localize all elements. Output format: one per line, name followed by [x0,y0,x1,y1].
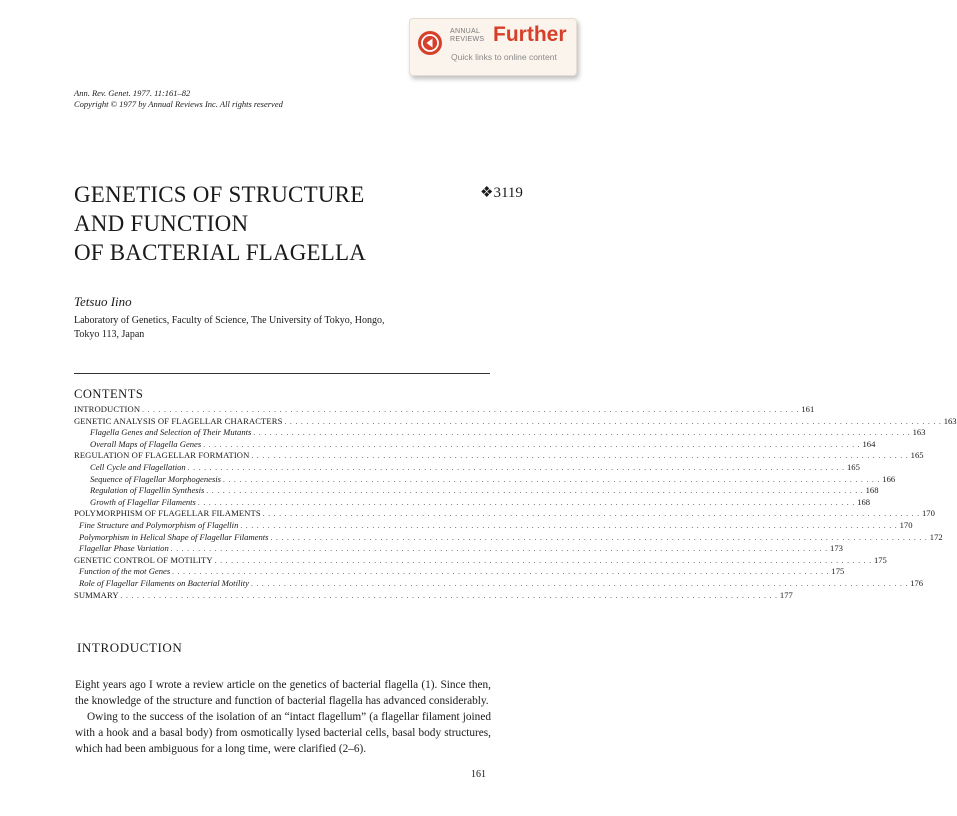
contents-heading: CONTENTS [74,387,144,401]
toc-entry-page: 164 [862,438,876,449]
toc-leader-dots: . . . . . . . . . . . . . . . . . . . . . . . . . . . . . . . . . . . . . . . . . . . . . . . . . . . . . . . . . . . . . . . . . . . . . . . . . . . . . . . . . . . . . . . . . . . . . . . . . . . . . . . . . . . . . . . . . . . . . . . . [253,429,911,438]
toc-leader-dots: . . . . . . . . . . . . . . . . . . . . . . . . . . . . . . . . . . . . . . . . . . . . . . . . . . . . . . . . . . . . . . . . . . . . . . . . . . . . . . . . . . . . . . . . . . . . . . . . . . . . . . . . . . . . . . . . . . . . . . . . [197,498,856,507]
toc-entry-page: 170 [921,508,935,519]
toc-entry-page: 177 [779,589,793,600]
toc-leader-dots: . . . . . . . . . . . . . . . . . . . . . . . . . . . . . . . . . . . . . . . . . . . . . . . . . . . . . . . . . . . . . . . . . . . . . . . . . . . . . . . . . . . . . . . . . . . . . . . . . . . . . . . . . . . . . . . . . . . . . . . . [187,463,845,472]
toc-entry-label: Overall Maps of Flagella Genes [90,438,202,449]
toc-entry[interactable] [74,473,896,486]
toc-leader-dots: . . . . . . . . . . . . . . . . . . . . . . . . . . . . . . . . . . . . . . . . . . . . . . . . . . . . . . . . . . . . . . . . . . . . . . . . . . . . . . . . . . . . . . . . . . . . . . . . . . . . . . . . . . . . . . . . . . . . . . . . [250,579,909,588]
toc-entry-page: 163 [943,415,957,426]
toc-entry-page: 175 [873,554,887,565]
paragraph: Owing to the success of the isolation of an “intact flagellum” (a flagellar filament joined with a hook and a basal body) from osmotically lysed bacterial cells, basal body structures, which had been ambiguous for a long time, were clarified (2–6). [75,711,491,755]
paragraph: Eight years ago I wrote a review article on the genetics of bacterial flagella (1). Since then, the knowledge of the structure and function of bacterial flagella has advanced considerably. [75,679,491,707]
toc-entry-page: 168 [857,496,871,507]
toc-entry-label: REGULATION OF FLAGELLAR FORMATION [74,450,250,461]
toc-entry-page: 166 [882,473,896,484]
toc-entry-label: Fine Structure and Polymorphism of Flagellin [79,519,239,530]
toc-leader-dots: . . . . . . . . . . . . . . . . . . . . . . . . . . . . . . . . . . . . . . . . . . . . . . . . . . . . . . . . . . . . . . . . . . . . . . . . . . . . . . . . . . . . . . . . . . . . . . . . . . . . . . . . . . . . . . . . . . . . . . . . [251,452,909,461]
toc-entry[interactable] [74,404,815,416]
toc-entry-label: Polymorphism in Helical Shape of Flagellar Filaments [79,531,269,542]
toc-leader-dots: . . . . . . . . . . . . . . . . . . . . . . . . . . . . . . . . . . . . . . . . . . . . . . . . . . . . . . . . . . . . . . . . . . . . . . . . . . . . . . . . . . . . . . . . . . . . . . . . . . . . . . . . . . . . . . . . . . . . . . . . [270,533,928,542]
toc-leader-dots: . . . . . . . . . . . . . . . . . . . . . . . . . . . . . . . . . . . . . . . . . . . . . . . . . . . . . . . . . . . . . . . . . . . . . . . . . . . . . . . . . . . . . . . . . . . . . . . . . . . . . . . . . . . . . . . . . . . . . . . . [284,417,942,426]
back-arrow-icon [418,31,442,55]
citation-journal: Ann. Rev. Genet. 1977. 11:161–82 [74,88,191,98]
further-badge[interactable] [409,18,577,76]
toc-entry-page: 173 [830,543,843,554]
toc-entry-page: 172 [929,531,943,542]
toc-entry-label: GENETIC CONTROL OF MOTILITY [74,554,213,565]
author-name: Tetsuo Iino [74,294,132,309]
annual-reviews-brand: ANNUAL REVIEWS [450,28,485,43]
toc-entry[interactable] [74,415,957,428]
citation-copyright: Copyright © 1977 by Annual Reviews Inc. All rights reserved [74,99,283,109]
toc-entry-page: 165 [846,461,860,472]
toc-entry-label: INTRODUCTION [74,404,141,414]
toc-entry-page: 161 [801,404,815,414]
toc-entry[interactable] [74,496,871,509]
toc-entry-label: Cell Cycle and Flagellation [90,461,186,472]
toc-entry-label: Sequence of Flagellar Morphogenesis [90,473,222,484]
toc-entry[interactable] [74,427,926,439]
toc-entry-label: POLYMORPHISM OF FLAGELLAR FILAMENTS [74,508,261,519]
toc-entry-page: 170 [899,519,913,530]
toc-entry[interactable] [74,508,935,520]
toc-leader-dots: . . . . . . . . . . . . . . . . . . . . . . . . . . . . . . . . . . . . . . . . . . . . . . . . . . . . . . . . . . . . . . . . . . . . . . . . . . . . . . . . . . . . . . . . . . . . . . . . . . . . . . . . . . . . . . . . . . . . . . . . [262,510,920,519]
toc-entry[interactable] [74,589,793,602]
further-tagline: Quick links to online content [451,52,557,62]
toc-entry-page: 168 [865,485,879,496]
toc-leader-dots: . . . . . . . . . . . . . . . . . . . . . . . . . . . . . . . . . . . . . . . . . . . . . . . . . . . . . . . . . . . . . . . . . . . . . . . . . . . . . . . . . . . . . . . . . . . . . . . . . . . . . . . . . . . . . . . . . . . . . . . . [240,521,898,530]
toc-entry-page: 175 [831,566,845,577]
document-number: ❖3119 [480,185,523,201]
toc-entry-page: 165 [910,450,924,461]
toc-leader-dots: . . . . . . . . . . . . . . . . . . . . . . . . . . . . . . . . . . . . . . . . . . . . . . . . . . . . . . . . . . . . . . . . . . . . . . . . . . . . . . . . . . . . . . . . . . . . . . . . . . . . . . . . . . . . . . . . . . . . . . . . [203,440,861,449]
toc-entry-label: GENETIC ANALYSIS OF FLAGELLAR CHARACTERS [74,415,283,426]
toc-entry[interactable] [74,566,845,578]
author-affiliation: Laboratory of Genetics, Faculty of Science, The University of Tokyo, Hongo, Tokyo 113, Japan [74,315,385,340]
article-title: GENETICS OF STRUCTURE AND FUNCTION OF BACTERIAL FLAGELLA [74,182,367,265]
toc-leader-dots: . . . . . . . . . . . . . . . . . . . . . . . . . . . . . . . . . . . . . . . . . . . . . . . . . . . . . . . . . . . . . . . . . . . . . . . . . . . . . . . . . . . . . . . . . . . . . . . . . . . . . . . . . . . . . . . . . . . . . . . . [142,406,800,414]
toc-entry-label: Regulation of Flagellin Synthesis [90,485,205,496]
introduction-heading: INTRODUCTION [77,640,183,655]
toc-entry-page: 176 [910,577,924,588]
toc-entry-label: Role of Flagellar Filaments on Bacterial Motility [79,577,249,588]
toc-entry-label: Function of the mot Genes [79,566,171,577]
toc-leader-dots: . . . . . . . . . . . . . . . . . . . . . . . . . . . . . . . . . . . . . . . . . . . . . . . . . . . . . . . . . . . . . . . . . . . . . . . . . . . . . . . . . . . . . . . . . . . . . . . . . . . . . . . . . . . . . . . . . . . . . . . . [170,545,829,554]
toc-entry-label: Flagellar Phase Variation [79,543,169,554]
toc-entry[interactable] [74,485,879,497]
toc-leader-dots: . . . . . . . . . . . . . . . . . . . . . . . . . . . . . . . . . . . . . . . . . . . . . . . . . . . . . . . . . . . . . . . . . . . . . . . . . . . . . . . . . . . . . . . . . . . . . . . . . . . . . . . . . . . . . . . . . . . . . . . . [223,475,881,484]
divider [74,373,490,374]
toc-entry[interactable] [74,438,876,451]
toc-leader-dots: . . . . . . . . . . . . . . . . . . . . . . . . . . . . . . . . . . . . . . . . . . . . . . . . . . . . . . . . . . . . . . . . . . . . . . . . . . . . . . . . . . . . . . . . . . . . . . . . . . . . . . . . . . . . . . . . . . . . . . . . [214,556,872,565]
toc-entry[interactable] [74,519,913,532]
toc-leader-dots: . . . . . . . . . . . . . . . . . . . . . . . . . . . . . . . . . . . . . . . . . . . . . . . . . . . . . . . . . . . . . . . . . . . . . . . . . . . . . . . . . . . . . . . . . . . . . . . . . . . . . . . . . . . . . . . . . . . . . . . . [120,591,778,600]
toc-entry-page: 163 [912,427,926,438]
toc-entry-label: Growth of Flagellar Filaments [90,496,196,507]
further-wordmark: Further [493,23,567,46]
toc-entry[interactable] [74,450,924,462]
toc-entry[interactable] [74,531,943,544]
toc-leader-dots: . . . . . . . . . . . . . . . . . . . . . . . . . . . . . . . . . . . . . . . . . . . . . . . . . . . . . . . . . . . . . . . . . . . . . . . . . . . . . . . . . . . . . . . . . . . . . . . . . . . . . . . . . . . . . . . . . . . . . . . . [206,487,864,496]
introduction-body [75,677,491,757]
toc-entry-label: Flagella Genes and Selection of Their Mutants [90,427,252,438]
page-number: 161 [471,769,486,780]
table-of-contents [74,404,957,601]
citation [74,88,283,110]
toc-entry[interactable] [74,461,860,474]
toc-leader-dots: . . . . . . . . . . . . . . . . . . . . . . . . . . . . . . . . . . . . . . . . . . . . . . . . . . . . . . . . . . . . . . . . . . . . . . . . . . . . . . . . . . . . . . . . . . . . . . . . . . . . . . . . . . . . . . . . . . . . . . . . [172,568,830,577]
toc-entry[interactable] [74,543,843,555]
toc-entry[interactable] [74,554,887,567]
toc-entry[interactable] [74,577,924,590]
toc-entry-label: SUMMARY [74,589,119,600]
